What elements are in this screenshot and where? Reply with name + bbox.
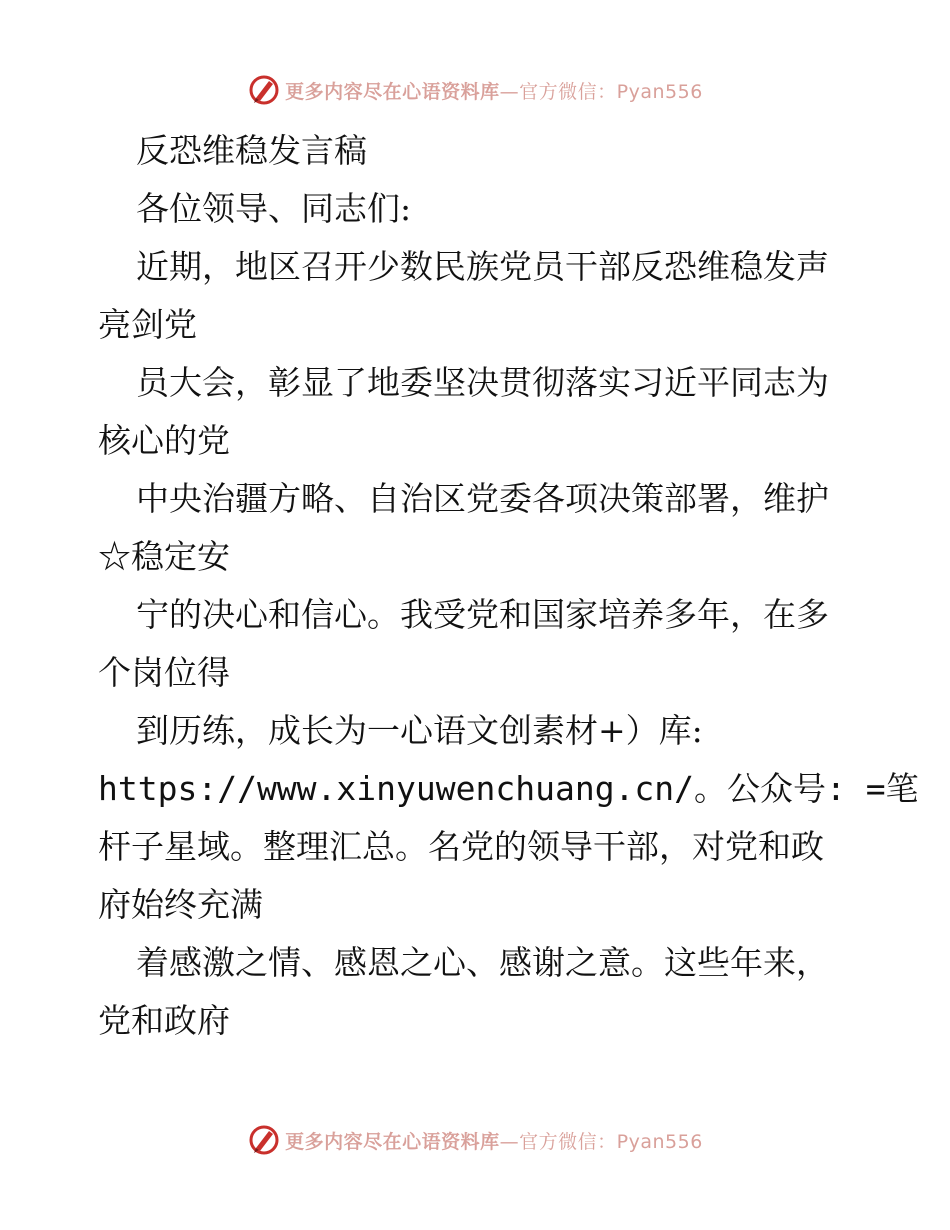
paragraph-line: 杆子星域。整理汇总。名党的领导干部，对党和政 xyxy=(98,827,824,866)
pen-logo-icon xyxy=(247,73,281,107)
paragraph-line: 府始终充满 xyxy=(98,885,263,924)
pen-logo-icon xyxy=(247,1123,281,1157)
paragraph-line: 党和政府 xyxy=(98,1001,230,1040)
header-wechat-text: 官方微信：Pyan556 xyxy=(519,80,703,103)
footer-dash: — xyxy=(499,1130,520,1153)
paragraph-line: 宁的决心和信心。我受党和国家培养多年，在多 xyxy=(136,595,829,634)
footer-banner xyxy=(0,1120,950,1160)
footer-brand-text: 更多内容尽在心语资料库 xyxy=(285,1130,500,1153)
paragraph-line: ☆稳定安 xyxy=(98,537,230,576)
paragraph-line: 近期，地区召开少数民族党员干部反恐维稳发声 xyxy=(136,247,829,286)
paragraph-line: 亮剑党 xyxy=(98,305,197,344)
document-body xyxy=(98,122,919,1050)
paragraph-line: 个岗位得 xyxy=(98,653,230,692)
header-text xyxy=(285,77,703,104)
paragraph-line: 到历练，成长为一心语文创素材+）库: xyxy=(136,711,703,750)
footer-text xyxy=(285,1127,703,1154)
paragraph-line-url: https://www.xinyuwenchuang.cn/。公众号: =笔 xyxy=(98,769,919,808)
document-salutation: 各位领导、同志们: xyxy=(136,189,412,228)
header-banner xyxy=(0,70,950,110)
paragraph-line: 核心的党 xyxy=(98,421,230,460)
footer-wechat-text: 官方微信：Pyan556 xyxy=(519,1130,703,1153)
paragraph-line: 员大会，彰显了地委坚决贯彻落实习近平同志为 xyxy=(136,363,829,402)
header-dash: — xyxy=(499,80,520,103)
header-brand-text: 更多内容尽在心语资料库 xyxy=(285,80,500,103)
paragraph-line: 着感激之情、感恩之心、感谢之意。这些年来， xyxy=(136,943,829,982)
document-title: 反恐维稳发言稿 xyxy=(136,131,367,170)
paragraph-line: 中央治疆方略、自治区党委各项决策部署，维护 xyxy=(136,479,829,518)
